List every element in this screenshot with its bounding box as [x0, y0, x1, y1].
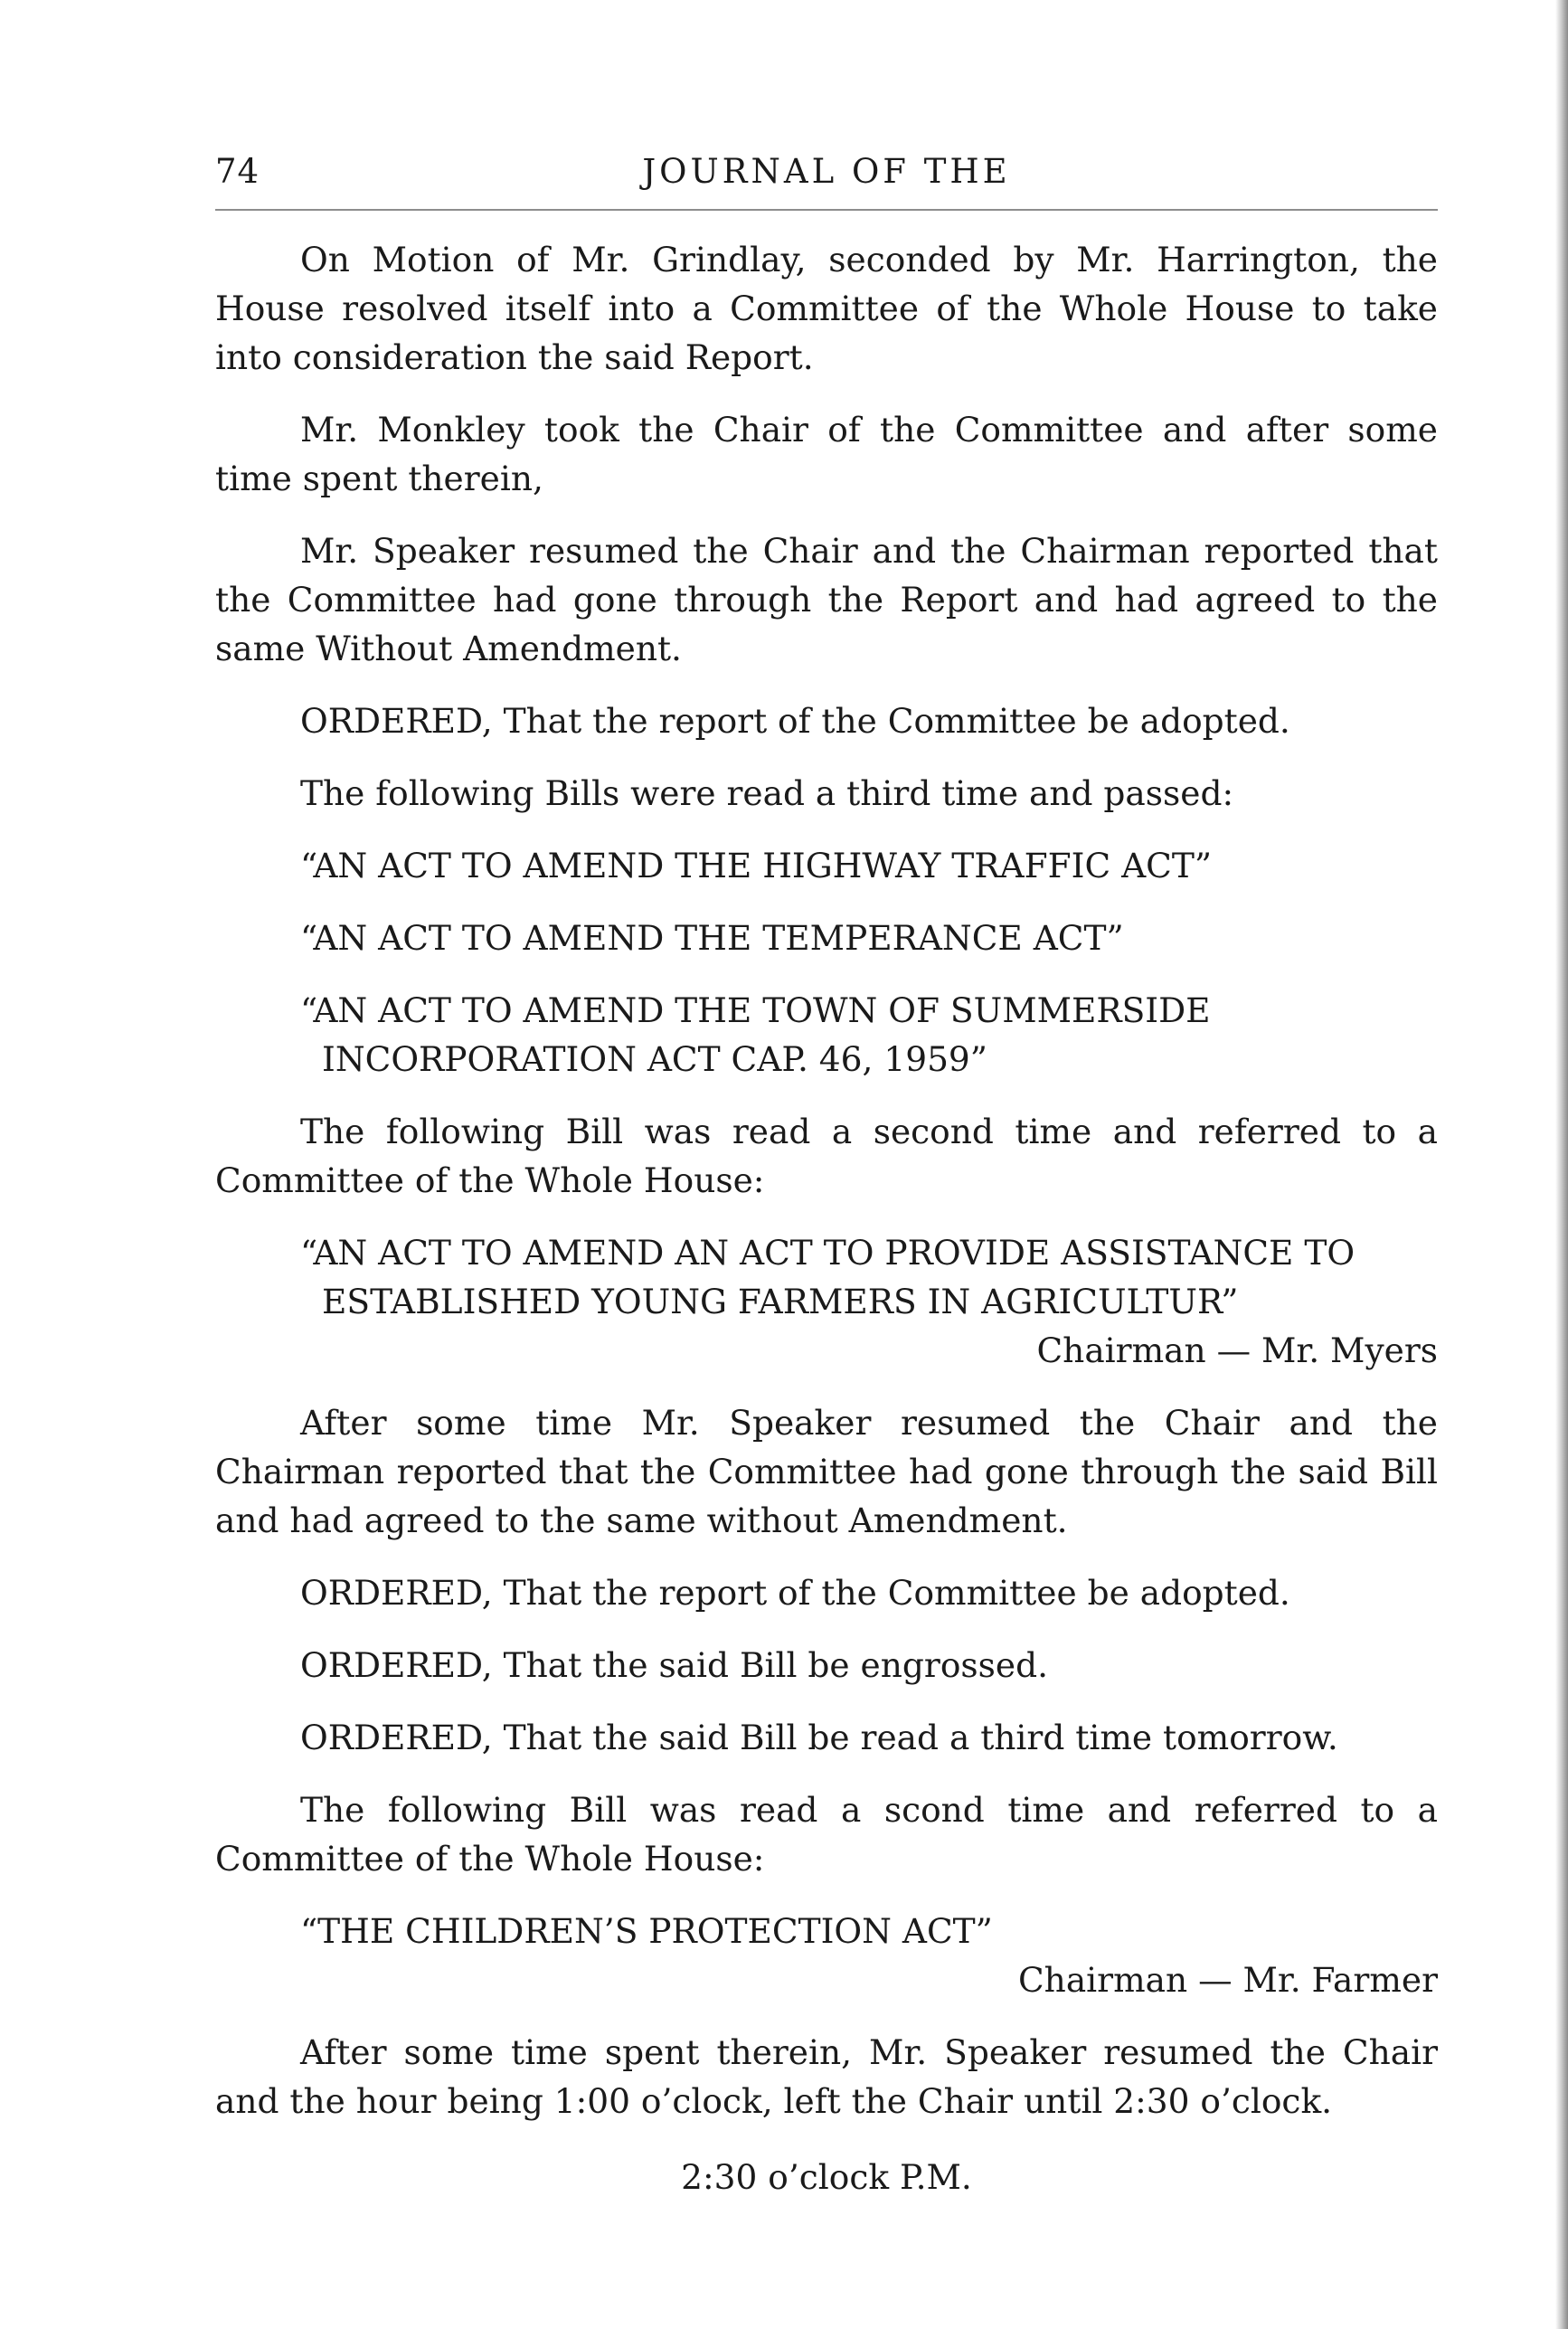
bill-summerside: “AN ACT TO AMEND THE TOWN OF SUMMERSIDE INCORPORATION ACT CAP. 46, 1959”: [300, 990, 1211, 1079]
committee-report-paragraph: After some time Mr. Speaker resumed the Chair and the Chairman reported that the Committee had gone through the said Bill and had agreed to the same without Amendment.: [215, 1403, 1438, 1540]
bill-childrens-protection: “THE CHILDREN’S PROTECTION ACT”: [300, 1911, 993, 1951]
chairman-farmer: Chairman — Mr. Farmer: [1017, 1960, 1438, 2000]
ordered-adopted-2: ORDERED, That the report of the Committee be adopted.: [300, 1573, 1290, 1613]
bill-temperance: “AN ACT TO AMEND THE TEMPERANCE ACT”: [300, 918, 1124, 958]
recess-paragraph: After some time spent therein, Mr. Speaker resumed the Chair and the hour being 1:00 o’clock, left the Chair until 2:30 o’clock.: [215, 2032, 1438, 2121]
ordered-third-time: ORDERED, That the said Bill be read a third time tomorrow.: [300, 1718, 1338, 1757]
second-reading-paragraph-2: The following Bill was read a scond time and referred to a Committee of the Whole House:: [215, 1790, 1438, 1879]
bill-highway-traffic: “AN ACT TO AMEND THE HIGHWAY TRAFFIC ACT”: [300, 846, 1213, 885]
afternoon-session-time: 2:30 o’clock P.M.: [681, 2157, 972, 2197]
header-rule: [215, 209, 1438, 211]
bills-third-reading-intro: The following Bills were read a third time and passed:: [300, 773, 1234, 813]
page-header: [215, 152, 1438, 195]
running-head: JOURNAL OF THE: [642, 152, 1011, 191]
second-reading-paragraph: The following Bill was read a second time and referred to a Committee of the Whole House:: [215, 1112, 1438, 1200]
speaker-resumed-paragraph: Mr. Speaker resumed the Chair and the Chairman reported that the Committee had gone through the Report and had agreed to the same Without Amendment.: [215, 531, 1438, 668]
page-number: 74: [215, 152, 260, 191]
page-edge-shadow: [1555, 0, 1568, 2329]
chairman-myers: Chairman — Mr. Myers: [1036, 1330, 1438, 1370]
motion-paragraph: On Motion of Mr. Grindlay, seconded by Mr. Harrington, the House resolved itself into a Committee of the Whole House to take into consideration the said Report.: [215, 240, 1438, 377]
journal-body: [215, 235, 1438, 2201]
bill-young-farmers: “AN ACT TO AMEND AN ACT TO PROVIDE ASSISTANCE TO ESTABLISHED YOUNG FARMERS IN AGRICULTUR”: [300, 1233, 1355, 1321]
ordered-engrossed: ORDERED, That the said Bill be engrossed.: [300, 1645, 1048, 1685]
ordered-report-adopted: ORDERED, That the report of the Committee be adopted.: [300, 701, 1290, 741]
committee-chair-paragraph: Mr. Monkley took the Chair of the Committee and after some time spent therein,: [215, 410, 1438, 498]
